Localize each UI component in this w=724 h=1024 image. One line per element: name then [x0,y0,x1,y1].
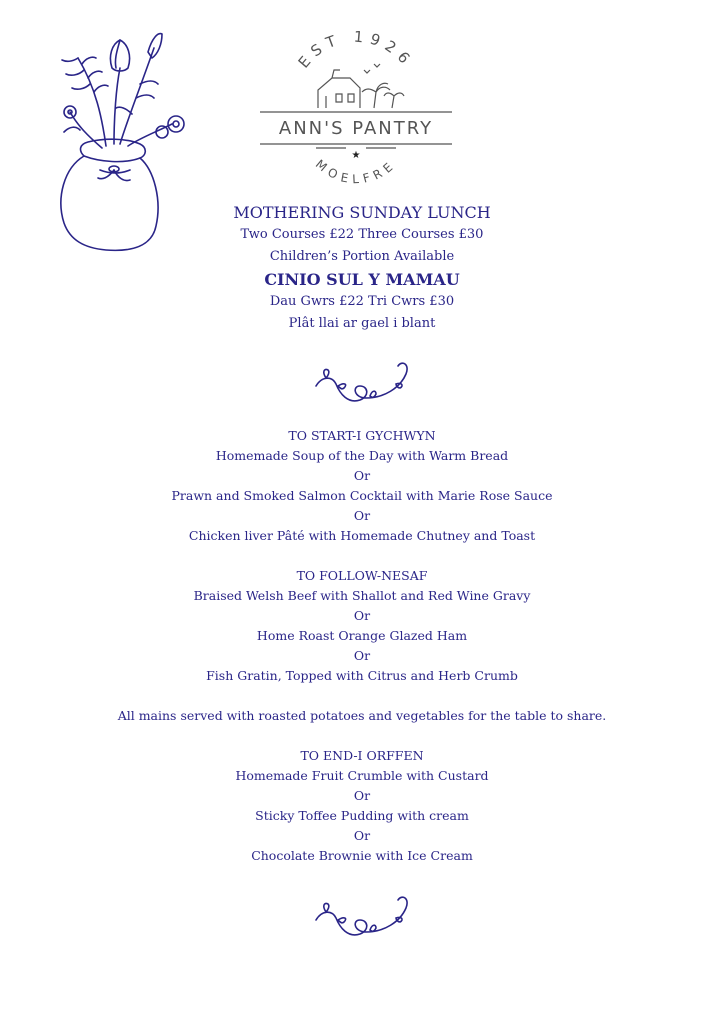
main-item: Home Roast Orange Glazed Ham [256,628,468,643]
children-portion-note: Children’s Portion Available [269,249,455,264]
logo-emblem-icon [256,20,456,200]
desserts-heading: TO END-I ORFFEN [300,748,424,763]
main-item: Fish Gratin, Topped with Citrus and Herb Crumb [206,668,518,683]
or-separator: Or [353,468,371,483]
dessert-item: Sticky Toffee Pudding with cream [255,808,469,823]
flourish-divider-icon [308,358,418,408]
or-separator: Or [353,508,371,523]
svg-text:EST 1926 [295,28,418,72]
menu-body [0,426,724,866]
logo-place-text: MOELFRE [312,156,400,187]
children-portion-note-welsh: Plât llai ar gael i blant [288,316,436,331]
anns-pantry-logo [256,20,456,200]
flourish-divider-icon [308,892,418,942]
dessert-item: Chocolate Brownie with Ice Cream [251,848,473,863]
course-prices: Two Courses £22 Three Courses £30 [240,227,484,242]
or-separator: Or [353,788,371,803]
starters-heading: TO START-I GYCHWYN [288,428,436,443]
or-separator: Or [353,608,371,623]
or-separator: Or [353,648,371,663]
svg-text:MOELFRE [313,157,399,186]
logo-name: ANN'S PANTRY [278,118,434,139]
menu-title-welsh: CINIO SUL Y MAMAU [264,270,460,289]
svg-text:★: ★ [351,150,361,161]
starter-item: Chicken liver Pâté with Homemade Chutney and Toast [188,528,536,543]
mains-note: All mains served with roasted potatoes and vegetables for the table to share. [117,708,607,723]
dessert-item: Homemade Fruit Crumble with Custard [235,768,489,783]
main-item: Braised Welsh Beef with Shallot and Red Wine Gravy [193,588,531,603]
starter-item: Homemade Soup of the Day with Warm Bread [215,448,509,463]
logo-est-text: EST 1926 [294,27,418,72]
mains-heading: TO FOLLOW-NESAF [296,568,428,583]
course-prices-welsh: Dau Gwrs £22 Tri Cwrs £30 [269,294,455,309]
menu-header [0,202,724,335]
or-separator: Or [353,828,371,843]
menu-title: MOTHERING SUNDAY LUNCH [233,203,491,222]
starter-item: Prawn and Smoked Salmon Cocktail with Marie Rose Sauce [171,488,553,503]
